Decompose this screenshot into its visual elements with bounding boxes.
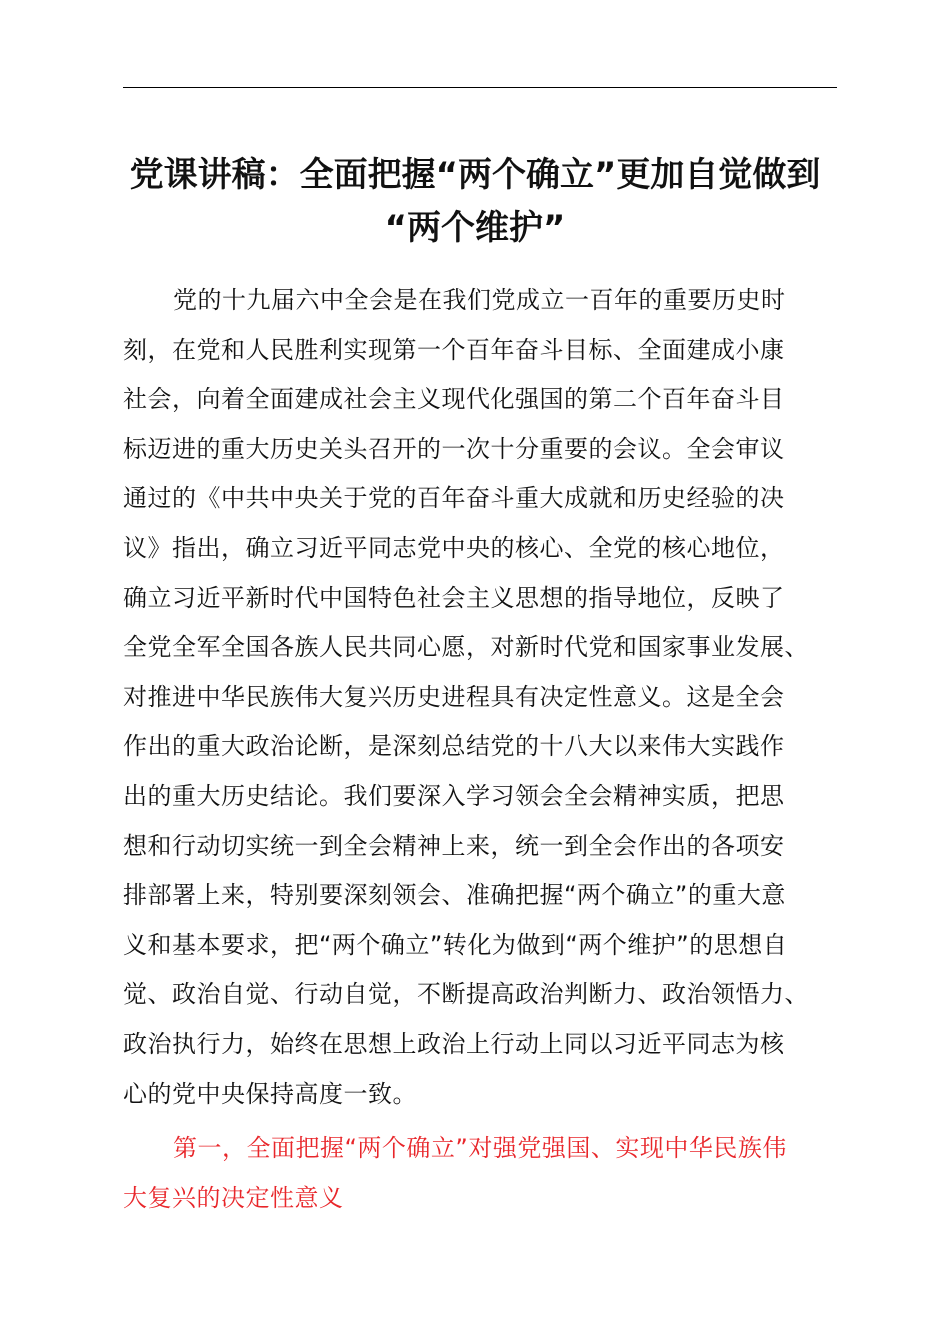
paragraph-line: 全党全军全国各族人民共同心愿，对新时代党和国家事业发展、: [123, 633, 809, 662]
body-paragraph: [123, 276, 839, 1119]
paragraph-line: 出的重大历史结论。我们要深入学习领会全会精神实质，把思: [123, 781, 785, 810]
title-line-2: “两个维护”: [384, 208, 566, 248]
paragraph-line: 想和行动切实统一到全会精神上来，统一到全会作出的各项安: [123, 831, 785, 860]
section-heading-line-1: 第一，全面把握“两个确立”对强党强国、实现中华民族伟: [173, 1134, 787, 1162]
header-rule: [123, 87, 837, 88]
paragraph-line: 标迈进的重大历史关头召开的一次十分重要的会议。全会审议: [123, 434, 785, 463]
section-heading-line-2: 大复兴的决定性意义: [123, 1183, 344, 1212]
paragraph-line: 排部署上来，特别要深刻领会、准确把握“两个确立”的重大意: [123, 881, 786, 910]
page-title: [100, 150, 850, 253]
paragraph-line: 心的党中央保持高度一致。: [123, 1079, 417, 1108]
paragraph-line: 党的十九届六中全会是在我们党成立一百年的重要历史时: [173, 286, 786, 314]
section-heading: [123, 1124, 839, 1223]
paragraph-line: 确立习近平新时代中国特色社会主义思想的指导地位，反映了: [123, 583, 785, 612]
paragraph-line: 通过的《中共中央关于党的百年奋斗重大成就和历史经验的决: [123, 484, 785, 513]
paragraph-line: 对推进中华民族伟大复兴历史进程具有决定性意义。这是全会: [123, 682, 785, 711]
paragraph-line: 义和基本要求，把“两个确立”转化为做到“两个维护”的思想自: [123, 930, 788, 959]
paragraph-line: 政治执行力，始终在思想上政治上行动上同以习近平同志为核: [123, 1029, 785, 1058]
paragraph-line: 议》指出，确立习近平同志党中央的核心、全党的核心地位，: [123, 533, 785, 562]
paragraph-line: 刻，在党和人民胜利实现第一个百年奋斗目标、全面建成小康: [123, 335, 785, 364]
paragraph-line: 社会，向着全面建成社会主义现代化强国的第二个百年奋斗目: [123, 385, 785, 414]
title-line-1: 党课讲稿：全面把握“两个确立”更加自觉做到: [129, 155, 821, 195]
paragraph-line: 作出的重大政治论断，是深刻总结党的十八大以来伟大实践作: [123, 732, 785, 761]
paragraph-line: 觉、政治自觉、行动自觉，不断提高政治判断力、政治领悟力、: [123, 980, 809, 1009]
